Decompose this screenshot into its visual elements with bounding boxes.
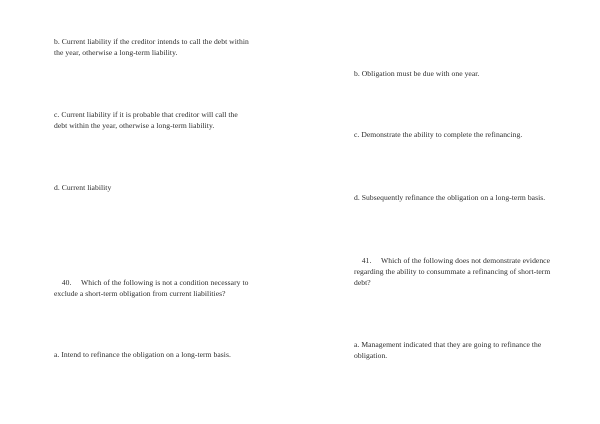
answer-option-c xyxy=(54,109,238,131)
question-41 xyxy=(354,255,550,288)
q40-answer-option-a xyxy=(54,349,231,360)
q41-answer-option-a xyxy=(354,339,541,361)
answer-text-line: the year, otherwise a long-term liability. xyxy=(54,48,178,57)
answer-text-line: c. Current liability if it is probable that creditor will call the xyxy=(54,110,238,119)
right-column xyxy=(354,0,569,424)
answer-text-line: a. Intend to refinance the obligation on a long-term basis. xyxy=(54,350,231,359)
answer-option-d xyxy=(54,182,111,193)
answer-text-line: b. Obligation must be due with one year. xyxy=(354,69,480,78)
question-text-line: 40. Which of the following is not a condition necessary to xyxy=(54,278,249,287)
answer-option-b xyxy=(54,36,249,58)
answer-text-line: d. Current liability xyxy=(54,183,112,192)
left-column xyxy=(54,0,284,424)
question-text-line: debt? xyxy=(354,278,371,287)
question-text-line: regarding the ability to consummate a refinancing of short-term xyxy=(354,267,551,276)
answer-text-line: debt within the year, otherwise a long-term liability. xyxy=(54,121,215,130)
question-40 xyxy=(54,277,248,299)
answer-text-line: obligation. xyxy=(354,351,388,360)
q40-answer-option-b xyxy=(354,68,479,79)
answer-text-line: b. Current liability if the creditor intends to call the debt within xyxy=(54,37,249,46)
q40-answer-option-d xyxy=(354,192,545,203)
question-text-line: exclude a short-term obligation from current liabilities? xyxy=(54,289,226,298)
answer-text-line: a. Management indicated that they are going to refinance the xyxy=(354,340,542,349)
answer-text-line: d. Subsequently refinance the obligation on a long-term basis. xyxy=(354,193,546,202)
answer-text-line: c. Demonstrate the ability to complete the refinancing. xyxy=(354,130,523,139)
q40-answer-option-c xyxy=(354,129,522,140)
question-text-line: 41. Which of the following does not demonstrate evidence xyxy=(354,256,551,265)
